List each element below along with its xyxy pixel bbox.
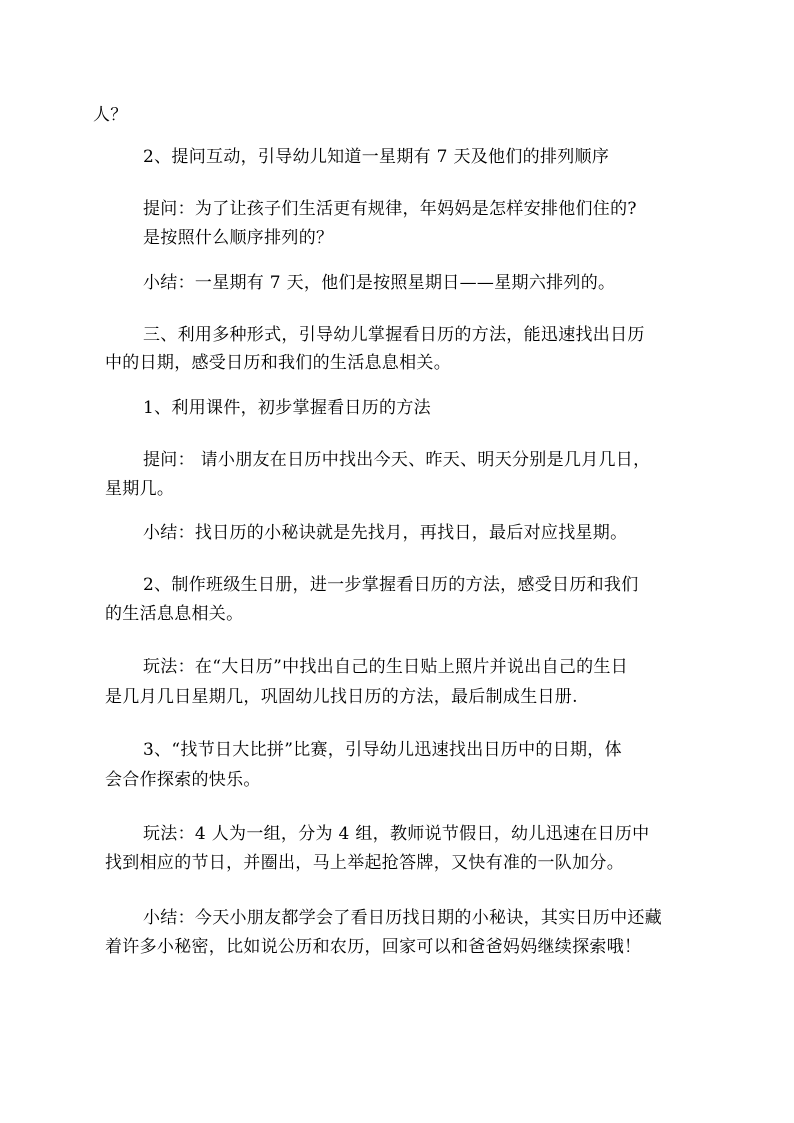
text-line: 是几月几日星期几，巩固幼儿找日历的方法，最后制成生日册. [105,687,578,707]
text-line: 人？ [93,105,128,125]
text-line: 小结：一星期有 7 天，他们是按照星期日——星期六排列的。 [143,273,616,293]
text-line: 提问：为了让孩子们生活更有规律，年妈妈是怎样安排他们住的? [143,199,637,219]
text-line: 会合作探索的快乐。 [105,770,261,790]
text-line: 小结：今天小朋友都学会了看日历找日期的小秘诀，其实日历中还藏 [143,908,662,928]
text-line: 三、利用多种形式，引导幼儿掌握看日历的方法，能迅速找出日历 [143,325,645,345]
text-line: 小结：找日历的小秘诀就是先找月，再找日，最后对应找星期。 [143,523,628,543]
text-line: 2、制作班级生日册，进一步掌握看日历的方法，感受日历和我们 [143,575,639,595]
text-line: 中的日期，感受日历和我们的生活息息相关。 [105,353,451,373]
text-line: 提问： 请小朋友在日历中找出今天、昨天、明天分别是几月几日， [143,450,651,470]
text-line: 2、提问互动，引导幼儿知道一星期有 7 天及他们的排列顺序 [143,147,610,167]
text-line: 星期几。 [105,479,175,499]
text-line: 玩法：4 人为一组，分为 4 组，教师说节假日，幼儿迅速在日历中 [143,824,650,844]
text-line: 是按照什么顺序排列的？ [143,228,334,248]
text-line: 玩法：在“大日历”中找出自己的生日贴上照片并说出自己的生日 [143,657,629,677]
text-line: 着许多小秘密，比如说公历和农历，回家可以和爸爸妈妈继续探索哦！ [105,937,642,957]
text-line: 的生活息息相关。 [105,604,244,624]
text-line: 3、“找节日大比拼”比赛，引导幼儿迅速找出日历中的日期，体 [143,740,622,760]
text-line: 1、利用课件，初步掌握看日历的方法 [143,398,431,418]
text-line: 找到相应的节日，并圈出，马上举起抢答牌，又快有准的一队加分。 [105,853,624,873]
